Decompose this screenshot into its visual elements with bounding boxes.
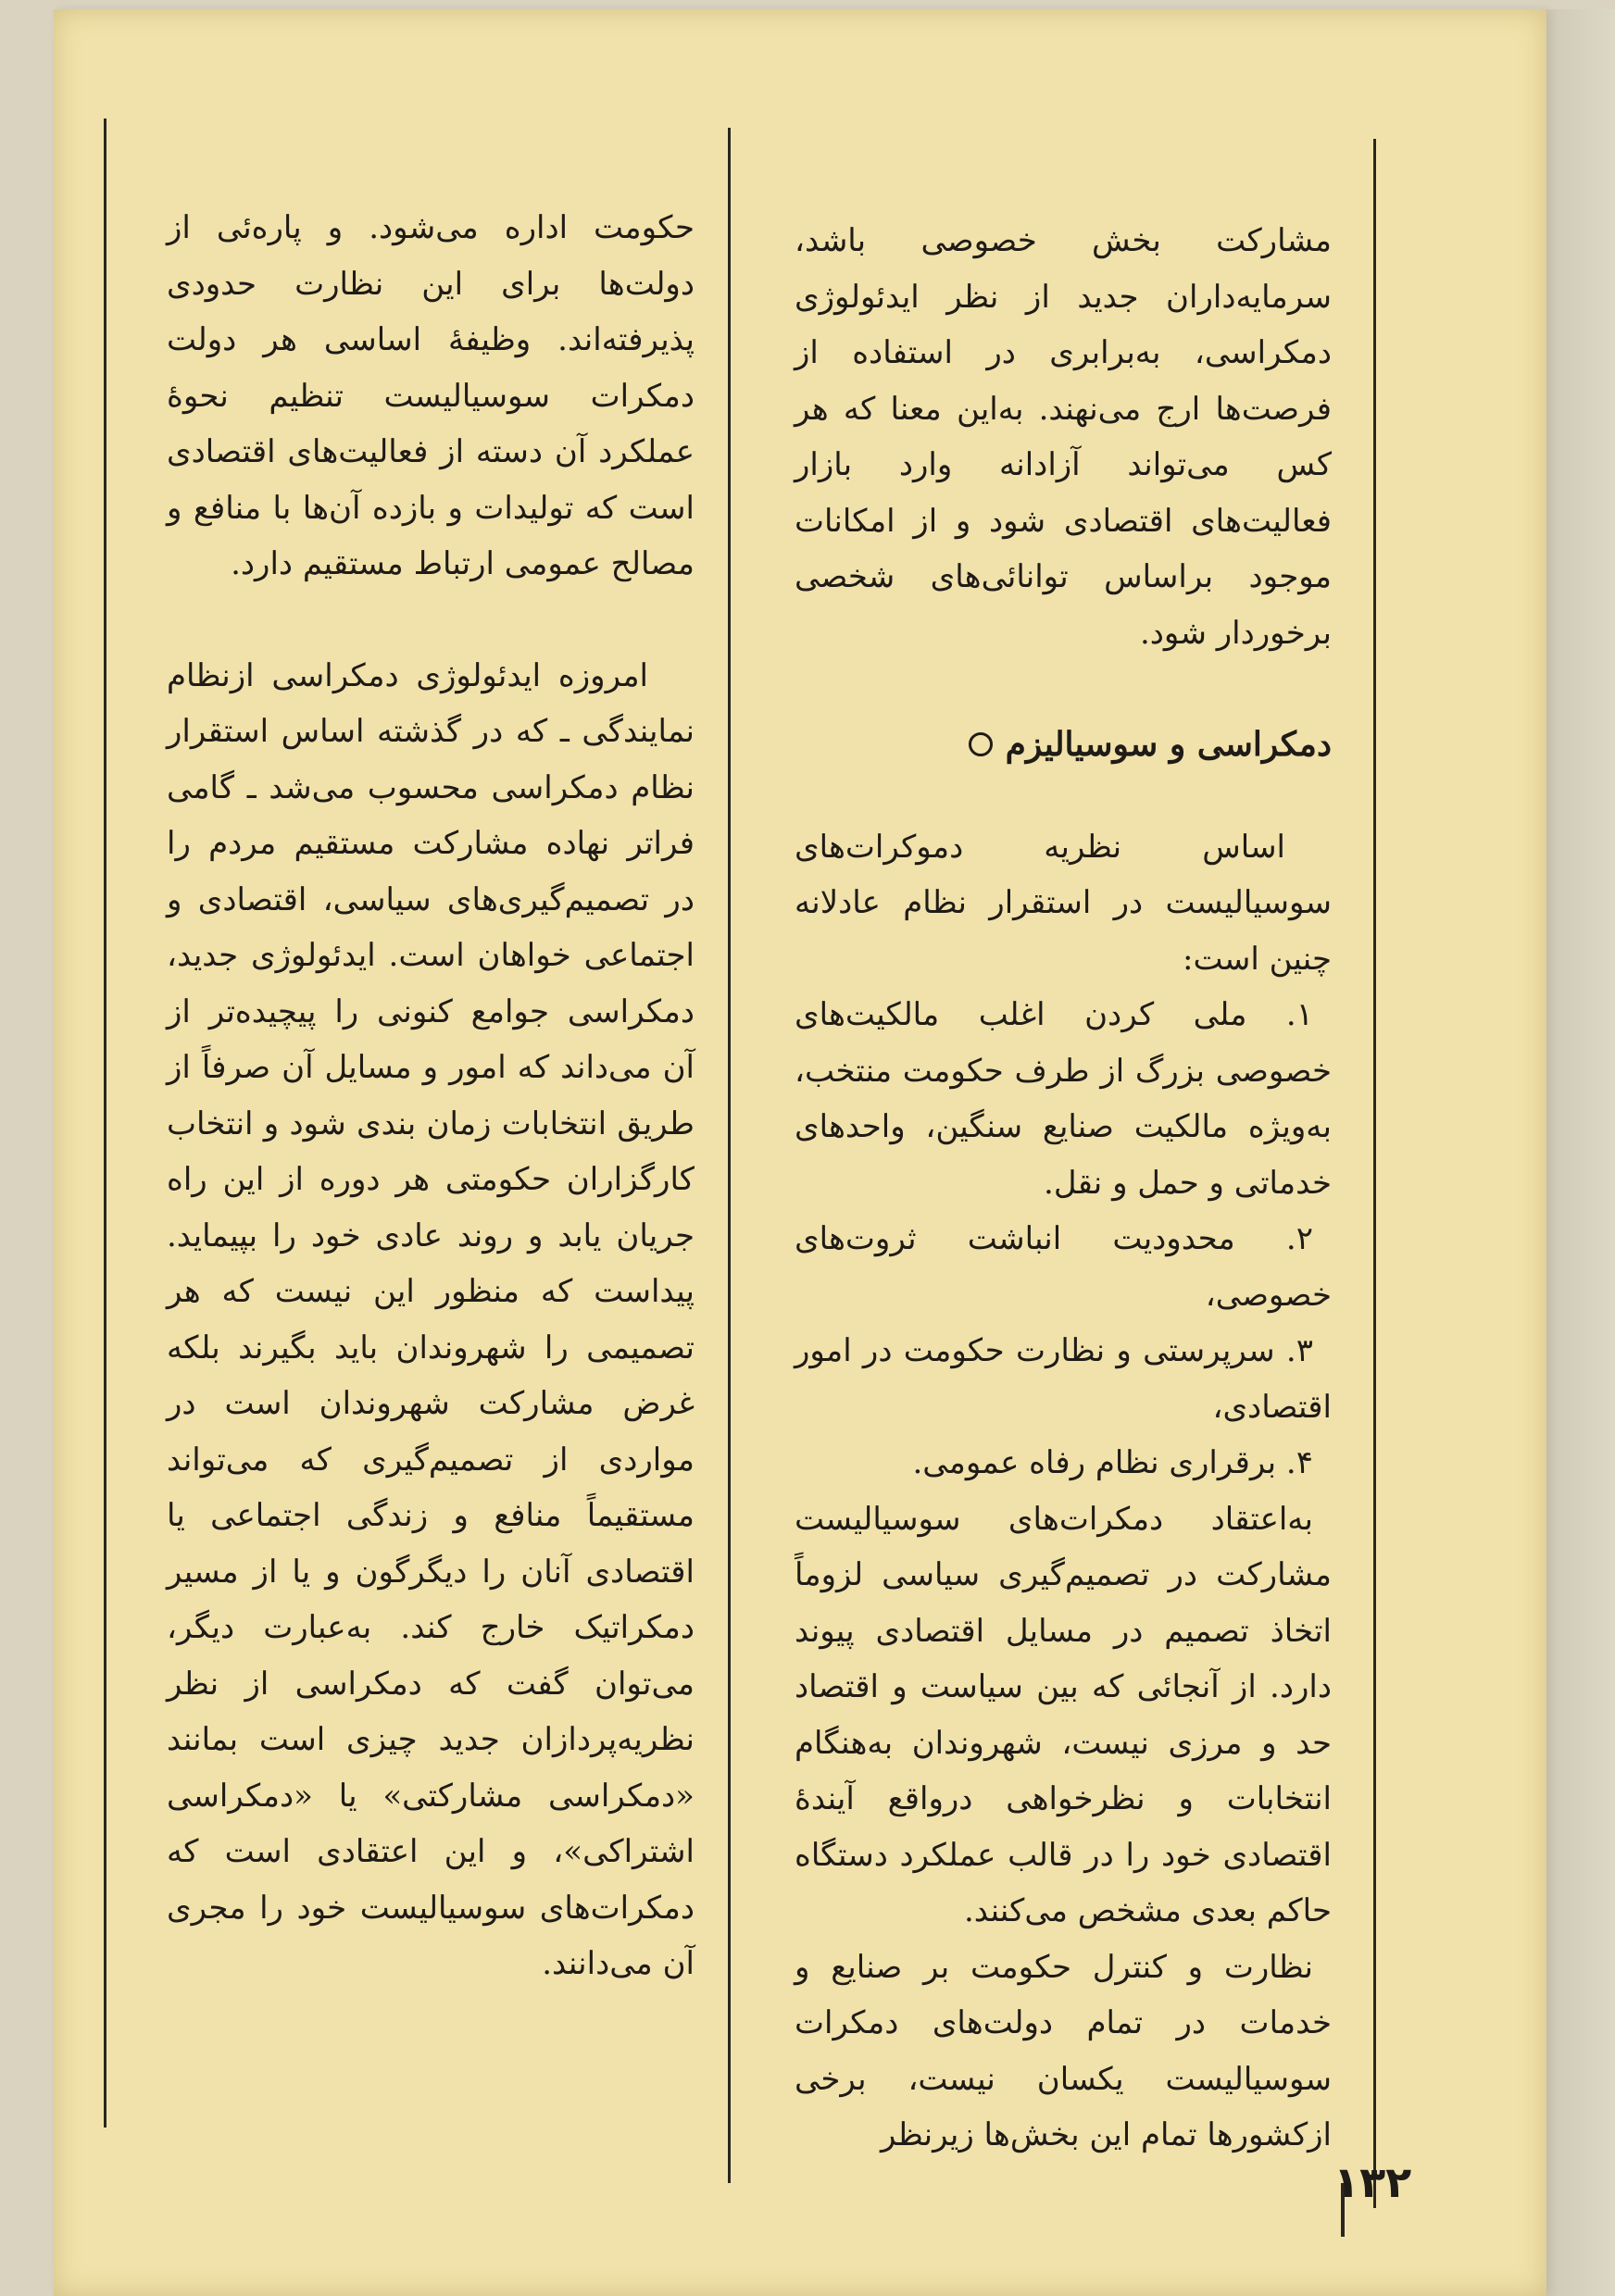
left-column [167, 200, 695, 1992]
right-column-rule [1373, 139, 1376, 2208]
list-item: ۴. برقراری نظام رفاه عمومی. [912, 1444, 1313, 1481]
book-page [54, 9, 1546, 2296]
control-paragraph: نظارت و کنترل حکومت بر صنایع و خدمات در تمام دولت‌های دمکرات سوسیالیست یکسان نیست، برخی ازکشورها تمام این بخش‌ها زیرنظر [795, 1948, 1332, 2153]
page-edge [1546, 9, 1615, 2296]
section-heading [795, 717, 1332, 773]
list-item: ۱. ملی کردن اغلب مالکیت‌های خصوصی بزرگ از طرف حکومت منتخب، به‌ویژه مالکیت صنایع سنگین، واحدهای خدماتی و حمل و نقل. [795, 996, 1332, 1202]
circle-bullet-icon [969, 732, 993, 756]
left-column-rule [104, 119, 106, 2128]
center-column-rule [728, 128, 731, 2183]
today-ideology-paragraph: امروزه ایدئولوژی دمکراسی ازنظام نمایندگی ـ که در گذشته اساس استقرار نظام دمکراسی محسوب می‌شد ـ گامی فراتر نهاده مشارکت مستقیم مردم را در تصمیم‌گیری‌های سیاسی، اقتصادی و اجتماعی خواهان است. ایدئولوژی جدید، دمکراسی جوامع کنونی را پیچیده‌تر از آن می‌داند که امور و مسایل آن صرفاً از طریق انتخابات زمان بندی شود و انتخاب کارگزاران حکومتی هر دوره از این راه جریان یابد و روند عادی خود را بپیماید. پیداست که منظور این نیست که هر تصمیمی را شهروندان باید بگیرند بلکه غرض مشارکت شهروندان است در مواردی از تصمیم‌گیری که می‌تواند مستقیماً منافع و زندگی اجتماعی یا اقتصادی آنان را دیگرگون و یا از مسیر دمکراتیک خارج کند. به‌عبارت دیگر، می‌توان گفت که دمکراسی از نظر نظریه‌پردازان جدید چیزی است بمانند «دمکراسی مشارکتی» یا «دمکراسی اشتراکی»، و این اعتقادی است که دمکرات‌های سوسیالیست خود را مجری آن می‌دانند. [167, 656, 695, 1982]
theory-lead-paragraph: اساس نظریه دموکرات‌های سوسیالیست در استقرار نظام عادلانه چنین است: [795, 828, 1332, 978]
list-item: ۲. محدودیت انباشت ثروت‌های خصوصی، [795, 1220, 1332, 1314]
section-heading-text: دمکراسی و سوسیالیزم [1005, 725, 1332, 764]
left-continuation-paragraph: حکومت اداره می‌شود. و پاره‌ئی از دولت‌ها برای این نظارت حدودی پذیرفته‌اند. وظیفهٔ اساسی هر دولت دمکرات سوسیالیست تنظیم نحوهٔ عملکرد آن دسته از فعالیت‌های اقتصادی است که تولیدات و بازده آن‌ها با منافع و مصالح عمومی ارتباط مستقیم دارد. [167, 209, 695, 582]
list-item: ۳. سرپرستی و نظارت حکومت در امور اقتصادی، [795, 1332, 1332, 1426]
page-number: ۱۳۲ [1333, 2157, 1412, 2207]
right-column [795, 213, 1332, 2164]
right-intro-paragraph: مشارکت بخش خصوصی باشد، سرمایه‌داران جدید از نظر ایدئولوژی دمکراسی، به‌برابری در استفاده از فرصت‌ها ارج می‌نهند. به‌این معنا که هر کس می‌تواند آزادانه وارد بازار فعالیت‌های اقتصادی شود و از امکانات موجود براساس توانائی‌های شخصی برخوردار شود. [795, 222, 1332, 652]
belief-paragraph: به‌اعتقاد دمکرات‌های سوسیالیست مشارکت در تصمیم‌گیری سیاسی لزوماً اتخاذ تصمیم در مسایل اقتصادی پیوند دارد. از آنجائی که بین سیاست و اقتصاد حد و مرزی نیست، شهروندان به‌هنگام انتخابات و نظرخواهی درواقع آیندهٔ اقتصادی خود را در قالب عملکرد دستگاه حاکم بعدی مشخص می‌کنند. [795, 1500, 1332, 1929]
